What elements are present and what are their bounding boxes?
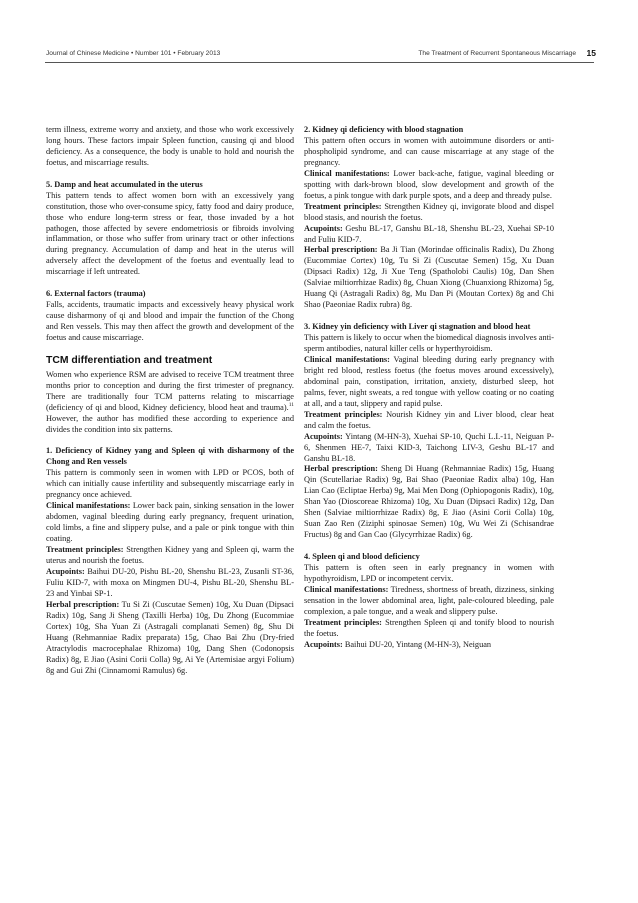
pattern-1-clinical: Lower back pain, sinking sensation in the lower abdomen, vaginal bleeding during early pregnancy, frequent urination, cold limbs, a fine and slippery pulse, and a pale or pink tongue with thin coating.: [46, 501, 294, 544]
pattern-1-heading: 1. Deficiency of Kidney yang and Spleen qi with disharmony of the Chong and Ren vessels: [46, 446, 294, 467]
right-column: [304, 125, 554, 662]
pattern-2-heading: 2. Kidney qi deficiency with blood stagnation: [304, 125, 464, 134]
page-number: 15: [586, 48, 596, 58]
label-acupoints: Acupoints:: [304, 223, 343, 233]
pattern-3: [304, 322, 554, 541]
label-acupoints: Acupoints:: [304, 639, 343, 649]
pattern-4-acupoints: Baihui DU-20, Yintang (M-HN-3), Neiguan: [344, 639, 492, 649]
pattern-3-treatment: Nourish Kidney yin and Liver blood, clear heat and calm the foetus.: [304, 409, 555, 430]
pattern-2-intro: This pattern often occurs in women with autoimmune disorders or anti-phospholipid syndrome, and can cause miscarriage at any stage of the pregnancy.: [304, 135, 554, 167]
running-header-article: The Treatment of Recurrent Spontaneous Miscarriage: [418, 50, 576, 57]
pattern-2-treatment: Strengthen Kidney qi, invigorate blood and dispel blood stasis, and nourish the foetus.: [304, 201, 554, 222]
reference-superscript: 11: [288, 401, 294, 408]
label-treatment: Treatment principles:: [304, 617, 382, 627]
label-acupoints: Acupoints:: [46, 566, 85, 576]
pattern-3-heading: 3. Kidney yin deficiency with Liver qi stagnation and blood heat: [304, 322, 531, 332]
pattern-1-intro: This pattern is commonly seen in women with LPD or PCOS, both of which can initially cause infertility and subsequently miscarriage early in pregnancy once achieved.: [46, 468, 294, 500]
pattern-1-treatment: Strengthen Kidney yang and Spleen qi, warm the uterus and nourish the foetus.: [46, 545, 294, 565]
pattern-2: [304, 125, 554, 311]
subsection-6: [46, 289, 294, 344]
pattern-3-intro: This pattern is likely to occur when the biomedical diagnosis involves anti-sperm antibodies, natural killer cells or hyperthyroidism.: [304, 333, 554, 353]
label-clinical: Clinical manifestations:: [304, 168, 390, 178]
label-herbal: Herbal prescription:: [304, 464, 378, 474]
pattern-1: [46, 446, 294, 676]
header-rule: [45, 62, 594, 63]
tcm-text-cont: However, the author has modified these according to experience and divides the condition into six patterns.: [46, 413, 294, 434]
label-clinical: Clinical manifestations:: [46, 501, 131, 511]
pattern-4-heading: 4. Spleen qi and blood deficiency: [304, 552, 420, 562]
left-column: [46, 125, 294, 687]
pattern-4: [304, 552, 554, 651]
label-herbal: Herbal prescription:: [304, 245, 378, 255]
paragraph-tcm: [46, 370, 294, 436]
pattern-1-acupoints: Baihui DU-20, Pishu BL-20, Shenshu BL-23, Zusanli ST-36, Fuliu KID-7, with moxa on Mingmen DU-4, Pishu BL-20, Shenshu BL-23 and Yinbai SP-1.: [46, 566, 294, 598]
label-treatment: Treatment principles:: [304, 409, 383, 419]
pattern-3-acupoints: Yintang (M-HN-3), Xuehai SP-10, Quchi L.I.-11, Neiguan P-6, Shenmen HE-7, Taixi KID-3, Taichong LIV-3, Geshu BL-17 and Ganshu BL-18.: [304, 431, 554, 463]
running-header-journal: Journal of Chinese Medicine • Number 101 • February 2013: [46, 50, 221, 57]
pattern-4-intro: This pattern is often seen in early pregnancy in women with hypothyroidism, LPD or incompetent cervix.: [304, 563, 554, 583]
paragraph-intro: term illness, extreme worry and anxiety, and those who work excessively long hours. These factors impair Spleen function, causing qi and blood deficiency. As a consequence, the body is unable to hold and nourish the foetus, and miscarriage results.: [46, 125, 294, 167]
tcm-text: Women who experience RSM are advised to receive TCM treatment three months prior to conception and during the first trimester of pregnancy. There are traditionally four TCM patterns relating to miscarriage (deficiency of qi and blood, Kidney deficiency, blood heat and trauma).: [46, 369, 294, 412]
pattern-3-clinical: Vaginal bleeding during early pregnancy with bright red blood, restless foetus (the foetus moves around excessively), abdominal pain, constipation, irritation, anxiety, disturbed sleep, hot palms, fever, night sweats, a red tongue with yellow coating or no coating at all, and a taut, slippery and rapid pulse.: [304, 354, 554, 408]
label-clinical: Clinical manifestations:: [304, 584, 389, 594]
label-treatment: Treatment principles:: [304, 201, 382, 211]
paragraph-5: This pattern tends to affect women born with an excessively yang constitution, those who over-consume spicy, fatty food and dairy produce, those who endure long-term stress or fear, those invaded by a hot pathogen, those affected by severe endometriosis or fibroids involving inflammation, or those who suffer from urinary tract or other infections during pregnancy. Accumulation of damp and heat in the uterus will adversely affect the development of the foetus and eventually lead to miscarriage if left untreated.: [46, 190, 294, 277]
pattern-2-clinical: Lower back-ache, fatigue, vaginal bleeding or spotting with dark-brown blood, slow development and growth of the foetus, a pink tongue with dark purple spots, and a deep and thready pulse.: [304, 168, 554, 200]
subsection-5: [46, 180, 294, 279]
pattern-2-acupoints: Geshu BL-17, Ganshu BL-18, Shenshu BL-23, Xuehai SP-10 and Fuliu KID-7.: [304, 223, 554, 244]
pattern-4-clinical: Tiredness, shortness of breath, dizziness, sinking sensation in the lower abdominal area, light, pale-coloured bleeding, pale complexion, a pale tongue, and a weak and slippery pulse.: [304, 584, 554, 616]
label-treatment: Treatment principles:: [46, 545, 124, 555]
pattern-2-herbal: Ba Ji Tian (Morindae officinalis Radix), Du Zhong (Eucommiae Cortex) 10g, Tu Si Zi (Cuscutae Semen) 15g, Xu Duan (Dipsaci Radix) 12g, Ji Xue Teng (Spatholobi Caulis) 10g, Dan Shen (Salviae miltiorrhizae Radix) 8g, Chuan Xiong (Chuanxiong Rhizoma) 5g, Huang Qi (Astragali Radix) 8g, Mu Dan Pi (Moutan Cortex) 8g and Chi Shao (Paeoniae Radix rubra) 8g.: [304, 245, 555, 310]
subsection-heading-6: 6. External factors (trauma): [46, 289, 146, 299]
label-acupoints: Acupoints:: [304, 431, 343, 441]
label-herbal: Herbal prescription:: [46, 599, 120, 609]
paragraph-6: Falls, accidents, traumatic impacts and excessively heavy physical work cause disharmony of qi and blood and impair the function of the Chong and Ren vessels. This may then affect the growth and development of the foetus and cause miscarriage.: [46, 300, 294, 342]
label-clinical: Clinical manifestations:: [304, 354, 390, 364]
pattern-3-herbal: Sheng Di Huang (Rehmanniae Radix) 15g, Huang Qin (Scutellariae Radix) 9g, Bai Shao (Paeoniae Radix alba) 10g, Han Lian Cao (Ecliptae Herba) 9g, Mai Men Dong (Ophiopogonis Radix), 10g, Shan Yao (Dioscoreae Rhizoma) 10g, Xu Duan (Dipsaci Radix) 12g, Dan Shen (Salviae miltiorrhizae Radix) 8g, E Jiao (Asini Corii Colla) 10g, Suan Zao Ren (Ziziphi spinosae Semen) 10g, Wu Wei Zi (Schisandrae Fructus) 8g and Gan Cao (Glycyrrhizae Radix) 6g.: [304, 464, 555, 540]
subsection-heading-5: 5. Damp and heat accumulated in the uterus: [46, 179, 203, 189]
pattern-1-herbal: Tu Si Zi (Cuscutae Semen) 10g, Xu Duan (Dipsaci Radix) 10g, Sang Ji Sheng (Taxilli Herba) 10g, Du Zhong (Eucommiae Cortex) 10g, Sha Yuan Zi (Astragali complanati Semen) 8g, Shu Di Huang (Rehmanniae Radix preparata) 15g, Chao Bai Zhu (Dry-fried Atractylodis macrocephalae Rhizoma) 10g, Dang Shen (Codonopsis Radix) 8g, E Jiao (Asini Corii Colla) 9g, Ai Ye (Artemisiae argyi Folium) 8g and Gui Zhi (Cinnamomi Ramulus) 6g.: [46, 599, 294, 675]
pattern-4-treatment: Strengthen Spleen qi and tonify blood to nourish the foetus.: [304, 617, 555, 638]
section-heading-tcm: TCM differentiation and treatment: [46, 354, 213, 366]
